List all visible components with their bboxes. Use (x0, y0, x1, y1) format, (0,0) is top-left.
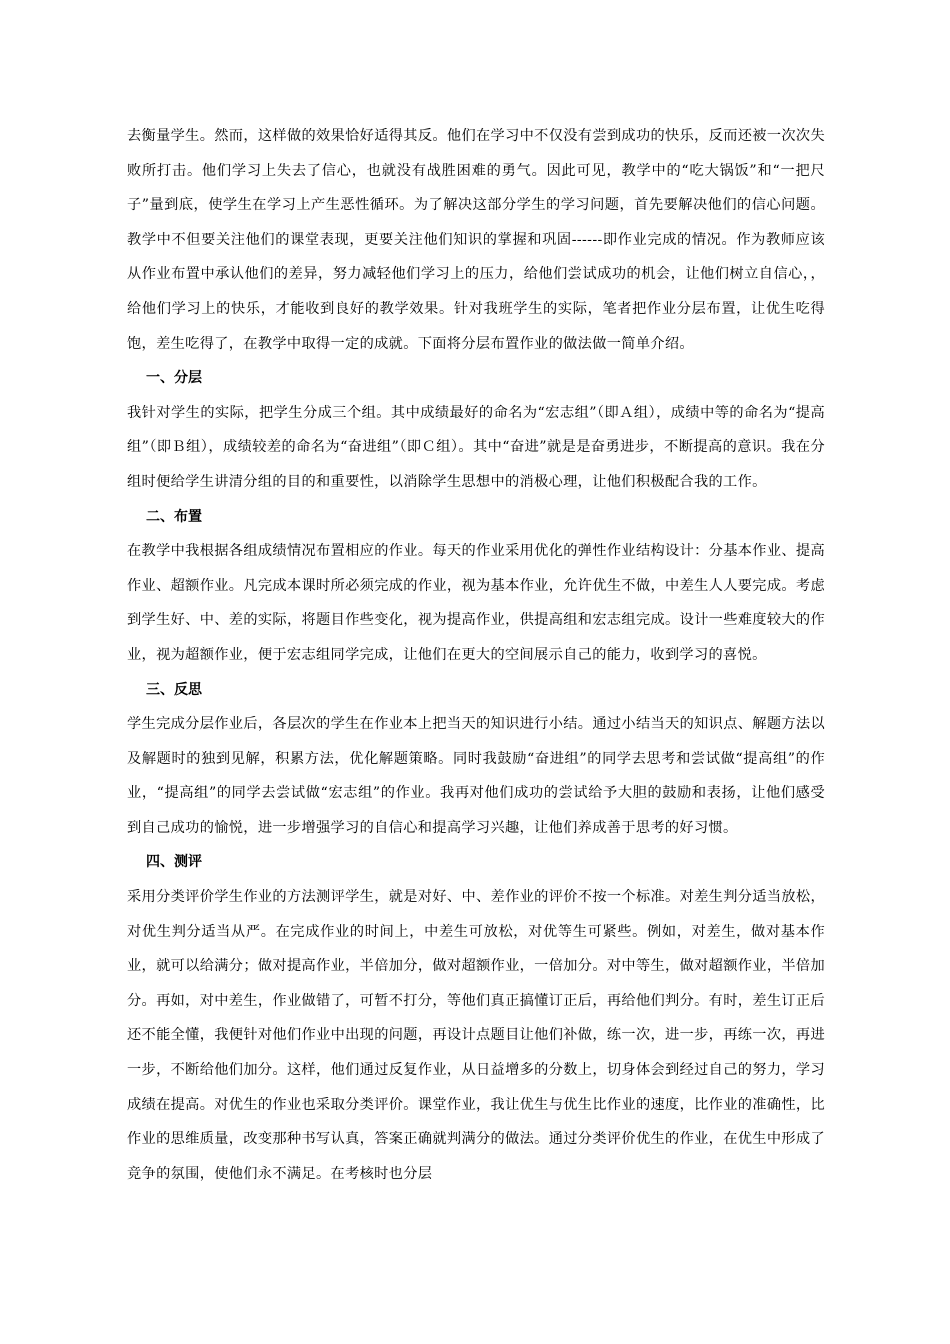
section-heading-layering: 一、分层 (146, 370, 202, 387)
section-body-layering: 我针对学生的实际，把学生分成三个组。其中成绩最好的命名为“宏志组”（即Ａ组），成绩中等的命名为“提高组”（即Ｂ组），成绩较差的命名为“奋进组”（即Ｃ组）。其中“奋进”就是是奋勇进步，不断提高的意识。我在分组时便给学生讲清分组的目的和重要性，以消除学生思想中的消极心理，让他们积极配合我的工作。 (127, 404, 825, 490)
document-page (127, 119, 825, 1191)
intro-paragraph: 去衡量学生。然而，这样做的效果恰好适得其反。他们在学习中不仅没有尝到成功的快乐，反而还被一次次失败所打击。他们学习上失去了信心，也就没有战胜困难的勇气。因此可见，教学中的“吃大锅饭”和“一把尺子”量到底，使学生在学习上产生恶性循环。为了解决这部分学生的学习问题，首先要解决他们的信心问题。教学中不但要关注他们的课堂表现，更要关注他们知识的掌握和巩固------即作业完成的情况。作为教师应该从作业布置中承认他们的差异，努力减轻他们学习上的压力，给他们尝试成功的机会，让他们树立自信心，，给他们学习上的快乐，才能收到良好的教学效果。针对我班学生的实际，笔者把作业分层布置，让优生吃得饱，差生吃得了，在教学中取得一定的成就。下面将分层布置作业的做法做一简单介绍。 (127, 128, 825, 352)
section-body-evaluation: 采用分类评价学生作业的方法测评学生，就是对好、中、差作业的评价不按一个标准。对差生判分适当放松，对优生判分适当从严。在完成作业的时间上，中差生可放松，对优等生可紧些。例如，对差生，做对基本作业，就可以给满分；做对提高作业，半倍加分，做对超额作业，一倍加分。对中等生，做对超额作业，半倍加分。再如，对中差生，作业做错了，可暂不打分，等他们真正搞懂订正后，再给他们判分。有时，差生订正后还不能全懂，我便针对他们作业中出现的问题，再设计点题目让他们补做，练一次，进一步，再练一次，再进一步，不断给他们加分。这样，他们通过反复作业，从日益增多的分数上，切身体会到经过自己的努力，学习成绩在提高。对优生的作业也采取分类评价。课堂作业，我让优生与优生比作业的速度，比作业的准确性，比作业的思维质量，改变那种书写认真，答案正确就判满分的做法。通过分类评价优生的作业，在优生中形成了竞争的氛围，使他们永不满足。在考核时也分层 (127, 889, 825, 1182)
section-heading-reflection: 三、反思 (146, 681, 202, 698)
section-heading-assignment: 二、布置 (146, 508, 202, 525)
section-heading-evaluation: 四、测评 (146, 854, 202, 871)
section-body-assignment: 在教学中我根据各组成绩情况布置相应的作业。每天的作业采用优化的弹性作业结构设计：分基本作业、提高作业、超额作业。凡完成本课时所必须完成的作业，视为基本作业，允许优生不做，中差生人人要完成。考虑到学生好、中、差的实际，将题目作些变化，视为提高作业，供提高组和宏志组完成。设计一些难度较大的作业，视为超额作业，便于宏志组同学完成，让他们在更大的空间展示自己的能力，收到学习的喜悦。 (127, 543, 825, 663)
section-body-reflection: 学生完成分层作业后，各层次的学生在作业本上把当天的知识进行小结。通过小结当天的知识点、解题方法以及解题时的独到见解，积累方法，优化解题策略。同时我鼓励“奋进组”的同学去思考和尝试做“提高组”的作业，“提高组”的同学去尝试做“宏志组”的作业。我再对他们成功的尝试给予大胆的鼓励和表扬，让他们感受到自己成功的愉悦，进一步增强学习的自信心和提高学习兴趣，让他们养成善于思考的好习惯。 (127, 716, 825, 836)
